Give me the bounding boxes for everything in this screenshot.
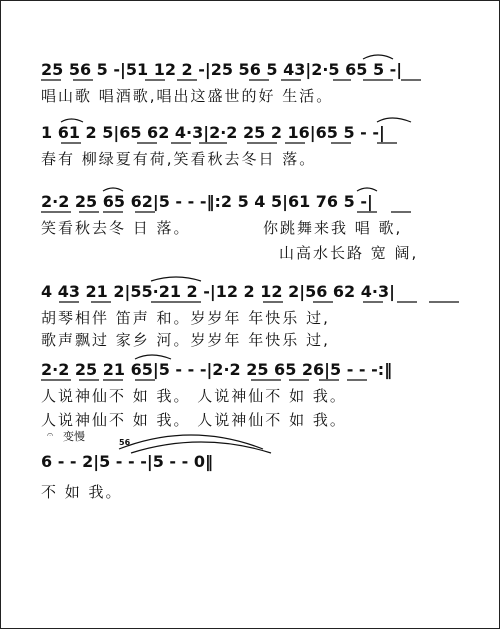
staff-3-notes: 2·2 25 65 62|5 - - -‖:2 5 4 5|61 76 5 -| xyxy=(41,192,373,211)
staff-4-lyrics-2: 歌声飘过 家乡 河。岁岁年 年快乐 过, xyxy=(41,331,330,349)
staff-6-lyrics: 不 如 我。 xyxy=(41,483,123,501)
staff-1-notes: 25 56 5 -|51 12 2 -|25 56 5 43|2·5 65 5 -| xyxy=(41,60,403,79)
fermata-icon: 𝄐 xyxy=(47,428,54,441)
staff-2-notes: 1 61 2 5|65 62 4·3|2·2 25 2 16|65 5 - -| xyxy=(41,123,385,142)
staff-2-lyrics: 春有 柳绿夏有荷,笑看秋去冬日 落。 xyxy=(41,150,317,168)
staff-1-lyrics: 唱山歌 唱酒歌,唱出这盛世的好 生活。 xyxy=(41,87,334,105)
staff-4-notes: 4 43 21 2|55·21 2 -|12 2 12 2|56 62 4·3| xyxy=(41,282,395,301)
staff-5-notes: 2·2 25 21 65|5 - - -|2·2 25 65 26|5 - - -:‖ xyxy=(41,360,393,379)
staff-5-lyrics-2: 人说神仙不 如 我。 人说神仙不 如 我。 xyxy=(41,411,347,429)
grace-notes: 56 xyxy=(119,438,131,447)
staff-4-lyrics-1: 胡琴相伴 笛声 和。岁岁年 年快乐 过, xyxy=(41,309,330,327)
staff-3-lyrics-3: 山高水长路 宽 阔, xyxy=(279,244,419,262)
staff-6-notes: 6 - - 2|5 - - -|5 - - 0‖ xyxy=(41,452,213,471)
staff-5-lyrics-1: 人说神仙不 如 我。 人说神仙不 如 我。 xyxy=(41,387,347,405)
notation-marks xyxy=(1,1,499,628)
tempo-marking: 变慢 xyxy=(63,430,85,443)
staff-3-lyrics-2: 你跳舞来我 唱 歌, xyxy=(263,219,403,237)
staff-3-lyrics-1: 笑看秋去冬 日 落。 xyxy=(41,219,191,237)
